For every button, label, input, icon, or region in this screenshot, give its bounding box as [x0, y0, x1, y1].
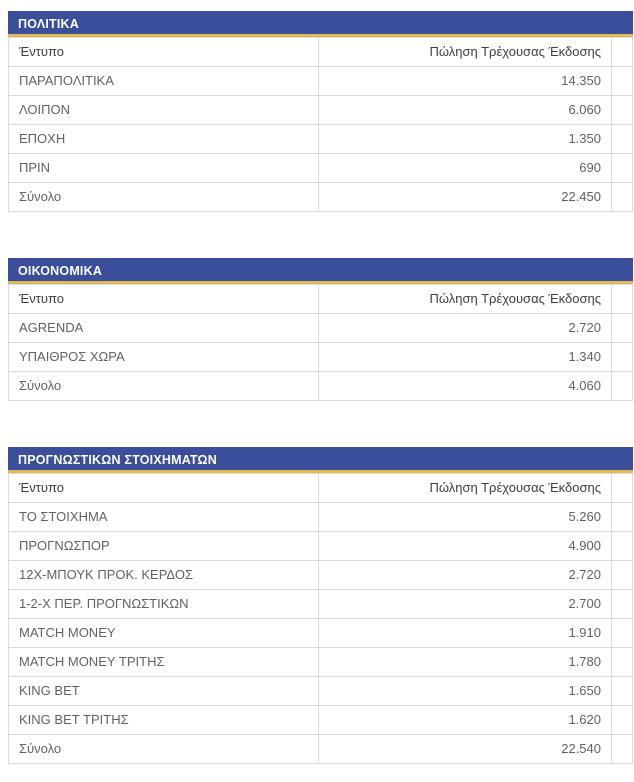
category-title: ΟΙΚΟΝΟΜΙΚΑ — [18, 264, 103, 278]
spacer-cell — [612, 706, 633, 735]
publication-name-cell: ΠΡΟΓΝΩΣΠΟΡ — [9, 532, 319, 561]
table-row — [9, 125, 633, 154]
column-header-publication: Έντυπο — [9, 38, 319, 67]
column-header-publication: Έντυπο — [9, 474, 319, 503]
sales-value-cell: 1.780 — [319, 648, 612, 677]
sales-value-cell: 2.720 — [319, 314, 612, 343]
column-header-publication: Έντυπο — [9, 285, 319, 314]
sales-value-cell: 6.060 — [319, 96, 612, 125]
total-value: 4.060 — [319, 372, 612, 401]
category-title-bar — [8, 11, 633, 37]
spacer-cell — [612, 67, 633, 96]
publication-name-cell: 1-2-Χ ΠΕΡ. ΠΡΟΓΝΩΣΤΙΚΩΝ — [9, 590, 319, 619]
spacer-cell — [612, 735, 633, 764]
table-row — [9, 561, 633, 590]
publication-name-cell: ΕΠΟΧΗ — [9, 125, 319, 154]
spacer-cell — [612, 343, 633, 372]
table-row — [9, 343, 633, 372]
table-row — [9, 619, 633, 648]
sales-table — [8, 284, 633, 401]
sales-value-cell: 1.620 — [319, 706, 612, 735]
column-header-sales: Πώληση Τρέχουσας Έκδοσης — [319, 38, 612, 67]
table-body — [9, 503, 633, 735]
spacer-cell — [612, 314, 633, 343]
spacer-cell — [612, 532, 633, 561]
sales-value-cell: 5.260 — [319, 503, 612, 532]
spacer-cell — [612, 96, 633, 125]
table-body — [9, 67, 633, 183]
publication-name-cell: KING BET — [9, 677, 319, 706]
table-row — [9, 706, 633, 735]
tables-container — [8, 11, 633, 764]
header-row — [9, 285, 633, 314]
total-label: Σύνολο — [9, 372, 319, 401]
total-label: Σύνολο — [9, 735, 319, 764]
table-body — [9, 314, 633, 372]
sales-value-cell: 1.340 — [319, 343, 612, 372]
spacer-cell — [612, 561, 633, 590]
total-label: Σύνολο — [9, 183, 319, 212]
sales-value-cell: 690 — [319, 154, 612, 183]
category-section — [8, 258, 633, 401]
spacer-cell — [612, 648, 633, 677]
category-title-bar — [8, 258, 633, 284]
total-row — [9, 735, 633, 764]
table-row — [9, 590, 633, 619]
publication-name-cell: ΥΠΑΙΘΡΟΣ ΧΩΡΑ — [9, 343, 319, 372]
sales-value-cell: 2.720 — [319, 561, 612, 590]
publication-name-cell: MATCH MONEY ΤΡΙΤΗΣ — [9, 648, 319, 677]
category-title: ΠΟΛΙΤΙΚΑ — [18, 17, 79, 31]
spacer-column-header — [612, 38, 633, 67]
publication-name-cell: ΠΑΡΑΠΟΛΙΤΙΚΑ — [9, 67, 319, 96]
column-header-sales: Πώληση Τρέχουσας Έκδοσης — [319, 285, 612, 314]
table-row — [9, 503, 633, 532]
sales-value-cell: 1.350 — [319, 125, 612, 154]
category-section — [8, 11, 633, 212]
publication-name-cell: KING BET ΤΡΙΤΗΣ — [9, 706, 319, 735]
sales-value-cell: 4.900 — [319, 532, 612, 561]
spacer-cell — [612, 154, 633, 183]
column-header-sales: Πώληση Τρέχουσας Έκδοσης — [319, 474, 612, 503]
sales-value-cell: 14.350 — [319, 67, 612, 96]
table-row — [9, 154, 633, 183]
publication-name-cell: ΤΟ ΣΤΟΙΧΗΜΑ — [9, 503, 319, 532]
table-row — [9, 67, 633, 96]
table-row — [9, 532, 633, 561]
spacer-cell — [612, 372, 633, 401]
spacer-cell — [612, 503, 633, 532]
category-title-bar — [8, 447, 633, 473]
table-row — [9, 648, 633, 677]
sales-value-cell: 1.650 — [319, 677, 612, 706]
sales-value-cell: 1.910 — [319, 619, 612, 648]
sales-value-cell: 2.700 — [319, 590, 612, 619]
publication-name-cell: AGRENDA — [9, 314, 319, 343]
total-value: 22.450 — [319, 183, 612, 212]
total-row — [9, 183, 633, 212]
table-row — [9, 677, 633, 706]
category-title: ΠΡΟΓΝΩΣΤΙΚΩΝ ΣΤΟΙΧΗΜΑΤΩΝ — [18, 453, 217, 467]
total-value: 22.540 — [319, 735, 612, 764]
total-row — [9, 372, 633, 401]
table-row — [9, 314, 633, 343]
publication-name-cell: ΛΟΙΠΟΝ — [9, 96, 319, 125]
sales-table — [8, 473, 633, 764]
spacer-cell — [612, 590, 633, 619]
spacer-cell — [612, 677, 633, 706]
spacer-column-header — [612, 285, 633, 314]
header-row — [9, 474, 633, 503]
table-row — [9, 96, 633, 125]
spacer-cell — [612, 619, 633, 648]
publication-name-cell: 12Χ-ΜΠΟΥΚ ΠΡΟΚ. ΚΕΡΔΟΣ — [9, 561, 319, 590]
spacer-cell — [612, 183, 633, 212]
publication-name-cell: ΠΡΙΝ — [9, 154, 319, 183]
sales-table — [8, 37, 633, 212]
category-section — [8, 447, 633, 764]
header-row — [9, 38, 633, 67]
publication-name-cell: MATCH MONEY — [9, 619, 319, 648]
spacer-cell — [612, 125, 633, 154]
spacer-column-header — [612, 474, 633, 503]
